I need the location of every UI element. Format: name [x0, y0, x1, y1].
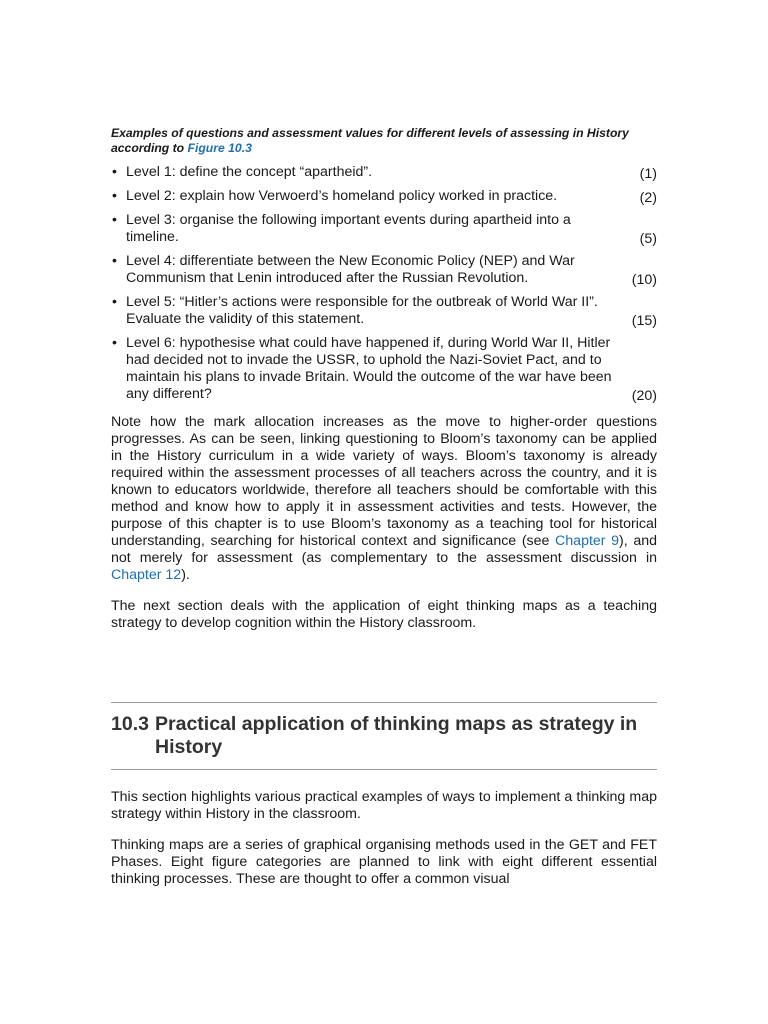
level-mark: (15)	[631, 313, 657, 329]
figure-caption	[111, 126, 657, 156]
list-item-level-4	[111, 253, 657, 287]
level-text: Level 1: define the concept “apartheid”.	[126, 164, 373, 180]
paragraph-text: Note how the mark allocation increases as the move to higher-order questions progresses. As can be seen, linking questioning to Bloom’s taxonomy can be applied in the History curriculum in a wide variety of ways. Bloom’s taxonomy is already required within the assessment processes of all teachers across the country, and it is known to educators worldwide, therefore all teachers should be comfortable with this method and know how to apply it in assessment activities and tests. However, the purpose of this chapter is to use Bloom’s taxonomy as a teaching tool for historical understanding, searching for historical context and significance (see	[111, 414, 657, 549]
bullet-icon: •	[112, 188, 117, 204]
list-item-level-5	[111, 294, 657, 328]
paragraph-thinking-maps: Thinking maps are a series of graphical organising methods used in the GET and FET Phases. Eight figure categories are planned to link with eight different essential thinking processes. These are thought to offer a common visual	[111, 837, 657, 887]
level-text: Level 3: organise the following important events during apartheid into a timeline.	[126, 212, 571, 245]
section-title: Practical application of thinking maps as strategy in History	[155, 713, 638, 758]
bullet-icon: •	[112, 212, 117, 228]
level-mark: (1)	[639, 166, 657, 182]
bullet-icon: •	[112, 335, 117, 351]
list-item-level-2	[111, 188, 657, 205]
paragraph-text: ), and not merely for assessment (as complementary to the assessment discussion in	[111, 533, 658, 566]
bullet-icon: •	[112, 253, 117, 269]
assessment-levels-list	[111, 164, 657, 403]
figure-link[interactable]: Figure 10.3	[187, 141, 252, 155]
level-mark: (5)	[639, 231, 657, 247]
bullet-icon: •	[112, 164, 117, 180]
paragraph-text: ).	[181, 567, 190, 583]
level-text: Level 5: “Hitler’s actions were responsible for the outbreak of World War II”. Evaluate the validity of this statement.	[126, 294, 598, 327]
level-text: Level 2: explain how Verwoerd’s homeland policy worked in practice.	[126, 188, 558, 204]
level-mark: (2)	[639, 190, 657, 206]
level-mark: (10)	[631, 272, 657, 288]
paragraph-next-section: The next section deals with the application of eight thinking maps as a teaching strategy to develop cognition within the History classroom.	[111, 598, 657, 631]
chapter-9-link[interactable]: Chapter 9	[555, 533, 620, 549]
list-item-level-6	[111, 335, 657, 403]
section-rule-bottom	[111, 769, 657, 770]
chapter-12-link[interactable]: Chapter 12	[111, 567, 182, 583]
document-page	[111, 126, 657, 888]
section-heading	[111, 713, 657, 759]
list-item-level-1	[111, 164, 657, 181]
bullet-icon: •	[112, 294, 117, 310]
list-item-level-3	[111, 212, 657, 246]
section-rule-top	[111, 702, 657, 703]
caption-text: Examples of questions and assessment values for different levels of assessing in History according to	[111, 126, 629, 155]
level-mark: (20)	[631, 388, 657, 404]
level-text: Level 4: differentiate between the New Economic Policy (NEP) and War Communism that Lenin introduced after the Russian Revolution.	[126, 253, 575, 286]
paragraph-mark-allocation	[111, 414, 657, 584]
section-number: 10.3	[111, 713, 149, 735]
level-text: Level 6: hypothesise what could have happened if, during World War II, Hitler had decided not to invade the USSR, to uphold the Nazi-Soviet Pact, and to maintain his plans to invade Britain. Would the outcome of the war have been any different?	[126, 335, 612, 402]
paragraph-section-intro: This section highlights various practical examples of ways to implement a thinking map strategy within History in the classroom.	[111, 789, 657, 822]
